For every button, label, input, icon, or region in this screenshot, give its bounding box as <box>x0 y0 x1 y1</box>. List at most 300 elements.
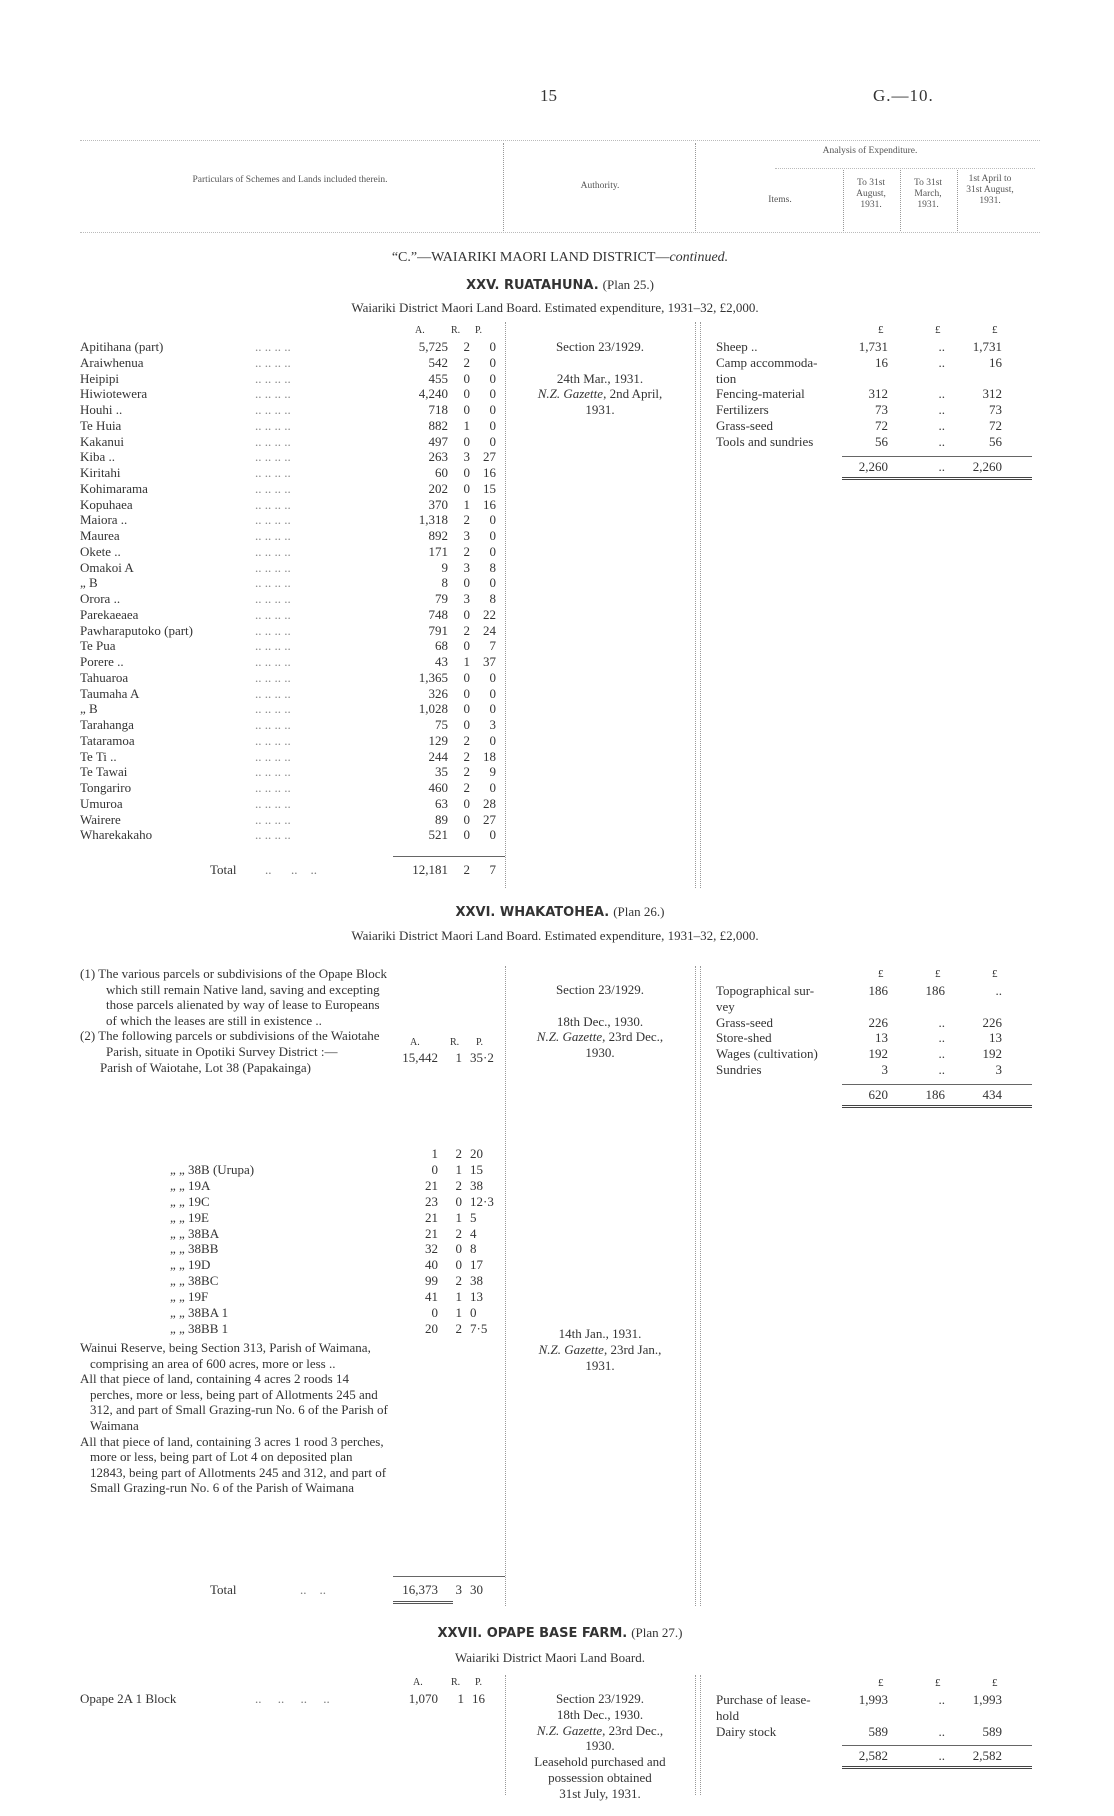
item-apr-aug: 226 <box>982 1014 1002 1030</box>
currency-symbol: £ <box>878 1677 884 1689</box>
item-name: vey <box>716 998 735 1014</box>
s25-expenditure <box>700 322 1040 480</box>
land-roods: 0 <box>463 717 470 732</box>
land-perches: 0 <box>489 685 496 701</box>
land-roods: 0 <box>463 811 470 827</box>
lot-acres: 40 <box>425 1257 438 1273</box>
land-roods: 0 <box>463 480 470 496</box>
land-name: Tahuaroa <box>80 669 129 685</box>
leader-dots: .. .. .. .. <box>255 748 291 764</box>
leader-dots: .. .. .. .. <box>255 732 291 748</box>
land-row <box>80 607 505 623</box>
land-name: Umuroa <box>80 795 123 811</box>
item-to-mar: .. <box>938 1061 945 1077</box>
land-roods: 3 <box>463 449 470 465</box>
land-row <box>80 749 505 765</box>
land-name: Maiora .. <box>80 512 128 528</box>
page-code: G.—10. <box>873 86 934 105</box>
land-name: „ B <box>80 575 98 591</box>
authority-line: 1931. <box>585 1357 615 1373</box>
header-to-31-mar: To 31st March, 1931. <box>913 178 943 210</box>
leader-dots: .. .. .. .. <box>255 717 291 732</box>
land-name: Houhi .. <box>80 402 123 417</box>
land-roods: 0 <box>463 606 470 622</box>
land-acres: 326 <box>428 685 448 701</box>
authority-line: N.Z. Gazette, 23rd Dec., <box>536 1029 664 1045</box>
s25-total-p: 7 <box>489 862 496 877</box>
leader-dots: .. .. .. .. <box>255 654 291 669</box>
land-perches: 22 <box>483 606 496 622</box>
lot-roods: 1 <box>455 1162 462 1177</box>
lot-row <box>80 1162 505 1178</box>
land-perches: 28 <box>483 795 496 811</box>
item-to-aug: 192 <box>868 1046 888 1062</box>
land-row <box>80 355 505 371</box>
land-acres: 455 <box>428 370 448 386</box>
s25-total-label: Total <box>210 862 237 877</box>
lot-perches: 12·3 <box>470 1193 494 1209</box>
total-to-mar: 186 <box>925 1086 945 1102</box>
header-analysis: Analysis of Expenditure. <box>822 146 918 156</box>
land-perches: 0 <box>489 417 496 433</box>
item-name: Topographical sur- <box>716 983 815 998</box>
expenditure-row <box>700 371 1040 387</box>
s25-authority <box>505 339 695 418</box>
lot-perches: 15 <box>470 1162 483 1177</box>
land-name: Okete .. <box>80 543 121 559</box>
item-to-mar: .. <box>938 386 945 402</box>
item-apr-aug: 13 <box>989 1030 1002 1046</box>
double-rule <box>842 477 1032 480</box>
leader-dots: .. .. .. .. <box>255 480 291 496</box>
expenditure-row <box>700 355 1040 371</box>
item-apr-aug: 192 <box>982 1046 1002 1062</box>
header-1-apr-31-aug: 1st April to 31st August, 1931. <box>966 174 1014 206</box>
lot-label: „ „ 38BB <box>170 1241 219 1257</box>
leader-dots: .. .. .. .. <box>255 449 291 465</box>
lot-label: „ „ 38BA <box>170 1225 220 1241</box>
authority-line: 24th Mar., 1931. <box>556 370 644 386</box>
land-row <box>80 434 505 450</box>
lot-roods: 1 <box>455 1305 462 1321</box>
item-name: Wages (cultivation) <box>716 1046 818 1062</box>
item-to-mar: .. <box>938 1692 945 1707</box>
item-to-aug: 312 <box>868 386 888 402</box>
total-apr-aug: 2,260 <box>972 458 1002 474</box>
land-name: Omakoi A <box>80 559 134 575</box>
leader-dots: .. .. .. .. <box>255 811 291 827</box>
land-roods: 1 <box>463 654 470 669</box>
lot-label: „ „ 38BA 1 <box>170 1305 229 1321</box>
lot-roods: 2 <box>455 1320 462 1336</box>
lot-roods: 1 <box>455 1209 462 1225</box>
land-perches: 0 <box>489 370 496 386</box>
lot-row <box>80 1241 505 1257</box>
authority-line: N.Z. Gazette, 2nd April, <box>537 386 663 402</box>
authority-line: 18th Dec., 1930. <box>556 1013 644 1029</box>
lot-row <box>80 1210 505 1226</box>
lot-perches: 7·5 <box>470 1320 488 1336</box>
header-particulars: Particulars of Schemes and Lands included therein. <box>192 175 388 185</box>
land-roods: 1 <box>463 496 470 512</box>
land-row <box>80 812 505 828</box>
leader-dots: .. .. .. .. <box>255 339 291 354</box>
leader-dots: .. .. .. .. <box>255 370 291 386</box>
land-acres: 202 <box>428 480 448 496</box>
authority-line: 14th Jan., 1931. <box>558 1326 642 1341</box>
currency-symbol: £ <box>878 324 884 336</box>
land-perches: 0 <box>489 354 496 370</box>
land-row <box>80 796 505 812</box>
item-apr-aug: .. <box>995 983 1002 998</box>
leader-dots: .. .. .. .. <box>255 591 291 606</box>
s27-expenditure <box>700 1675 1040 1769</box>
land-roods: 3 <box>463 528 470 543</box>
s25-total-r: 2 <box>463 862 470 877</box>
land-acres: 521 <box>428 827 448 843</box>
land-acres: 75 <box>435 717 448 732</box>
land-roods: 0 <box>463 370 470 386</box>
lot-roods: 2 <box>455 1177 462 1193</box>
land-row <box>80 686 505 702</box>
land-row <box>80 386 505 402</box>
item-to-mar: .. <box>938 1030 945 1046</box>
currency-row <box>700 966 1040 983</box>
s26-expenditure <box>700 966 1040 1108</box>
expenditure-row <box>700 1062 1040 1078</box>
land-row <box>80 827 505 843</box>
authority-line: possession obtained <box>548 1769 652 1785</box>
leader-dots: .. .. .. .. <box>255 559 291 575</box>
authority-line: Leasehold purchased and <box>534 1754 666 1770</box>
land-perches: 0 <box>489 386 496 402</box>
leader-dots: .. .. .. .. <box>255 528 291 543</box>
land-roods: 0 <box>463 638 470 654</box>
land-name: Kopuhaea <box>80 496 133 512</box>
item-name: Sheep .. <box>716 339 758 354</box>
currency-symbol: £ <box>992 324 998 336</box>
lot-row <box>80 1178 505 1194</box>
s27-subtitle: Waiariki District Maori Land Board. <box>455 1650 645 1665</box>
land-name: Te Huia <box>80 417 122 433</box>
item-name: Sundries <box>716 1061 762 1077</box>
land-acres: 542 <box>428 354 448 370</box>
item-to-aug: 56 <box>875 433 888 449</box>
expenditure-row <box>700 983 1040 999</box>
lot-label: „ „ 19C <box>170 1193 210 1209</box>
lot-perches: 17 <box>470 1257 483 1273</box>
expenditure-row <box>700 418 1040 434</box>
land-roods: 1 <box>463 417 470 433</box>
land-perches: 0 <box>489 402 496 417</box>
item-name: Tools and sundries <box>716 433 814 449</box>
s26-para3: Wainui Reserve, being Section 313, Parish of Waimana, comprising an area of 600 acres, more or less .. All that piece of land, containing 4 acres 2 roods 14 perches, more or less, being part of Allotments 245 and 312, and part of Small Grazing-run No. 6 of the Parish of Waimana All that piece of land, containing 3 acres 1 rood 3 perches, more or less, being part of Lot 4 on deposited plan 12843, being part of Allotments 245 and 312, and part of Small Grazing-run No. 6 of the Parish of Waimana <box>80 1340 388 1496</box>
land-name: Kakanui <box>80 433 125 449</box>
authority-line: 31st July, 1931. <box>559 1785 641 1801</box>
leader-dots: .. .. .. .. <box>255 575 291 591</box>
land-row <box>80 449 505 465</box>
lot-roods: 2 <box>455 1273 462 1289</box>
item-to-aug: 73 <box>875 402 888 418</box>
expenditure-row <box>700 1724 1040 1740</box>
land-perches: 0 <box>489 669 496 685</box>
land-acres: 9 <box>441 559 448 575</box>
land-row <box>80 764 505 780</box>
leader-dots: .. .. .. .. <box>255 764 291 780</box>
item-to-aug: 186 <box>868 983 888 998</box>
land-roods: 2 <box>463 780 470 795</box>
land-acres: 171 <box>428 543 448 559</box>
land-name: Hiwiotewera <box>80 386 148 402</box>
s26-total-label: Total <box>210 1582 237 1597</box>
item-to-aug: 72 <box>875 417 888 433</box>
currency-symbol: £ <box>935 324 941 336</box>
leader-dots: .. .. .. .. <box>255 433 291 449</box>
lot-perches: 13 <box>470 1289 483 1305</box>
expenditure-total-row <box>842 456 1032 477</box>
expenditure-row <box>700 434 1040 450</box>
expenditure-row <box>700 339 1040 355</box>
lot-acres: 21 <box>425 1177 438 1193</box>
item-name: hold <box>716 1707 740 1723</box>
land-row <box>80 528 505 544</box>
s26-para1: (1) The various parcels or subdivisions of the Opape Block which still remain Native land, saving and excepting those parcels alienated by way of lease to Europeans of which the leases are still in existence .. (2) The following parcels or subdivisions of the Waiotahe Parish, situate in Opotiki Survey District :— Parish of Waiotahe, Lot 38 (Papakainga) <box>80 966 387 1075</box>
expenditure-row <box>700 1030 1040 1046</box>
s27-title: XXVII. OPAPE BASE FARM. (Plan 27.) <box>437 1625 683 1641</box>
leader-dots: .. .. .. .. <box>255 827 291 843</box>
item-to-aug: 1,731 <box>858 339 888 354</box>
land-perches: 0 <box>489 339 496 354</box>
item-name: Grass-seed <box>716 417 774 433</box>
lot-perches: 0 <box>470 1305 477 1321</box>
land-name: Maurea <box>80 528 120 543</box>
land-perches: 16 <box>483 465 496 480</box>
land-row <box>80 733 505 749</box>
currency-symbol: £ <box>935 968 941 980</box>
leader-dots: .. .. .. .. <box>255 780 291 795</box>
leader-dots: .. .. .. .. <box>255 701 291 717</box>
land-name: Te Ti .. <box>80 748 117 764</box>
expenditure-row <box>700 386 1040 402</box>
leader-dots: .. .. .. .. <box>255 465 291 480</box>
leader-dots: .. .. .. .. <box>255 354 291 370</box>
land-acres: 1,365 <box>418 669 448 685</box>
lot-acres: 0 <box>431 1162 438 1177</box>
s27-land-name: Opape 2A 1 Block <box>80 1691 177 1706</box>
land-row <box>80 717 505 733</box>
s26-subtitle: Waiariki District Maori Land Board. Estimated expenditure, 1931–32, £2,000. <box>351 928 759 943</box>
lot-perches: 4 <box>470 1225 477 1241</box>
land-perches: 16 <box>483 496 496 512</box>
land-name: Wairere <box>80 811 121 827</box>
currency-row <box>700 322 1040 339</box>
currency-symbol: £ <box>992 968 998 980</box>
total-apr-aug: 434 <box>982 1086 1002 1102</box>
lot-label: „ „ 19A <box>170 1177 211 1193</box>
item-name: Grass-seed <box>716 1014 774 1030</box>
s26-authority-1 <box>505 982 695 1061</box>
land-row <box>80 544 505 560</box>
leader-dots: .. .. .. .. <box>255 496 291 512</box>
s26-para1-value: 15,442 1 35·2 <box>402 1050 494 1065</box>
land-perches: 0 <box>489 701 496 717</box>
total-apr-aug: 2,582 <box>972 1748 1002 1764</box>
land-perches: 0 <box>489 780 496 795</box>
land-perches: 0 <box>489 827 496 843</box>
lot-perches: 8 <box>470 1241 477 1257</box>
authority-line: Section 23/1929. <box>555 982 645 997</box>
lot-row <box>80 1257 505 1273</box>
land-acres: 1,028 <box>418 701 448 717</box>
land-acres: 129 <box>428 732 448 748</box>
lot-acres: 21 <box>425 1209 438 1225</box>
land-acres: 791 <box>428 622 448 638</box>
lot-row <box>80 1321 505 1337</box>
item-apr-aug: 589 <box>982 1723 1002 1739</box>
land-roods: 0 <box>463 685 470 701</box>
item-to-mar: .. <box>938 1014 945 1030</box>
expenditure-row <box>700 1708 1040 1724</box>
item-name: Fertilizers <box>716 402 769 418</box>
item-to-mar: .. <box>938 354 945 370</box>
header-authority: Authority. <box>580 181 620 191</box>
item-apr-aug: 56 <box>989 433 1002 449</box>
total-to-mar: .. <box>938 1748 945 1764</box>
s26-lots-list <box>80 1162 505 1337</box>
lot-row <box>80 1226 505 1242</box>
item-apr-aug: 3 <box>995 1061 1002 1077</box>
land-row <box>80 623 505 639</box>
s27-authority <box>505 1691 695 1802</box>
land-row <box>80 560 505 576</box>
land-perches: 15 <box>483 480 496 496</box>
land-roods: 0 <box>463 386 470 402</box>
lot-acres: 41 <box>425 1289 438 1305</box>
land-roods: 0 <box>463 669 470 685</box>
lot-roods: 2 <box>455 1225 462 1241</box>
land-row <box>80 371 505 387</box>
land-row <box>80 497 505 513</box>
lot-acres: 21 <box>425 1225 438 1241</box>
header-to-31-aug: To 31st August, 1931. <box>856 178 886 210</box>
land-name: Tarahanga <box>80 717 134 732</box>
lot-acres: 23 <box>425 1193 438 1209</box>
item-name: Purchase of lease- <box>716 1692 811 1707</box>
leader-dots: .. .. .. .. <box>255 543 291 559</box>
expenditure-row <box>700 1692 1040 1708</box>
land-acres: 882 <box>428 417 448 433</box>
leader-dots: .. .. .. .. <box>255 669 291 685</box>
lot-acres: 99 <box>425 1273 438 1289</box>
land-perches: 0 <box>489 512 496 528</box>
authority-line: N.Z. Gazette, 23rd Jan., <box>538 1341 662 1357</box>
land-acres: 89 <box>435 811 448 827</box>
leader-dots: .. .. .. .. <box>255 795 291 811</box>
page-number: 15 <box>540 86 557 105</box>
land-perches: 27 <box>483 449 496 465</box>
lot-roods: 0 <box>455 1257 462 1273</box>
land-row <box>80 339 505 355</box>
land-acres: 43 <box>435 654 448 669</box>
land-row <box>80 418 505 434</box>
land-row <box>80 465 505 481</box>
leader-dots: .. .. .. .. <box>255 685 291 701</box>
land-acres: 370 <box>428 496 448 512</box>
land-name: Kohimarama <box>80 480 148 496</box>
land-roods: 2 <box>463 354 470 370</box>
land-roods: 3 <box>463 559 470 575</box>
land-perches: 0 <box>489 433 496 449</box>
authority-line: 1931. <box>585 402 615 418</box>
item-name: Camp accommoda- <box>716 354 818 370</box>
lot-perches: 38 <box>470 1177 483 1193</box>
land-name: Parekaeaea <box>80 606 139 622</box>
item-apr-aug: 16 <box>989 354 1002 370</box>
land-name: „ B <box>80 701 98 717</box>
item-to-aug: 589 <box>868 1723 888 1739</box>
lot-roods: 1 <box>455 1289 462 1305</box>
leader-dots: .. .. .. .. <box>255 512 291 528</box>
land-name: Orora .. <box>80 591 121 606</box>
authority-line: 1930. <box>585 1045 615 1061</box>
authority-line: Section 23/1929. <box>555 1691 645 1706</box>
land-roods: 0 <box>463 827 470 843</box>
land-roods: 0 <box>463 433 470 449</box>
item-to-aug: 1,993 <box>858 1692 888 1707</box>
land-roods: 2 <box>463 764 470 780</box>
land-roods: 0 <box>463 465 470 480</box>
land-roods: 2 <box>463 512 470 528</box>
land-roods: 2 <box>463 622 470 638</box>
land-name: Araiwhenua <box>80 354 144 370</box>
item-to-aug: 3 <box>881 1061 888 1077</box>
item-to-mar: .. <box>938 339 945 354</box>
land-row <box>80 481 505 497</box>
item-apr-aug: 72 <box>989 417 1002 433</box>
lot-roods: 0 <box>455 1193 462 1209</box>
land-acres: 244 <box>428 748 448 764</box>
land-acres: 5,725 <box>418 339 448 354</box>
land-acres: 35 <box>435 764 448 780</box>
s26-lot38-value: 1 2 20 <box>431 1146 483 1161</box>
currency-symbol: £ <box>878 968 884 980</box>
land-perches: 0 <box>489 575 496 591</box>
s27-land-value: 1,070 1 16 <box>408 1691 485 1706</box>
expenditure-row <box>700 999 1040 1015</box>
authority-line <box>505 998 695 1014</box>
land-row <box>80 402 505 418</box>
item-to-mar: .. <box>938 1046 945 1062</box>
item-to-mar: .. <box>938 417 945 433</box>
expenditure-total-row <box>842 1745 1032 1766</box>
land-row <box>80 654 505 670</box>
land-row <box>80 512 505 528</box>
item-to-mar: .. <box>938 1723 945 1739</box>
land-row <box>80 575 505 591</box>
leader-dots: .. .. .. .. <box>255 638 291 654</box>
land-perches: 7 <box>489 638 496 654</box>
double-rule <box>842 1766 1032 1769</box>
land-name: Kiritahi <box>80 465 121 480</box>
lot-row <box>80 1289 505 1305</box>
land-roods: 2 <box>463 732 470 748</box>
leader-dots: .. .. .. .. <box>255 606 291 622</box>
land-perches: 37 <box>483 654 496 669</box>
expenditure-row <box>700 1015 1040 1031</box>
land-name: Taumaha A <box>80 685 140 701</box>
item-to-mar: .. <box>938 402 945 418</box>
land-acres: 497 <box>428 433 448 449</box>
